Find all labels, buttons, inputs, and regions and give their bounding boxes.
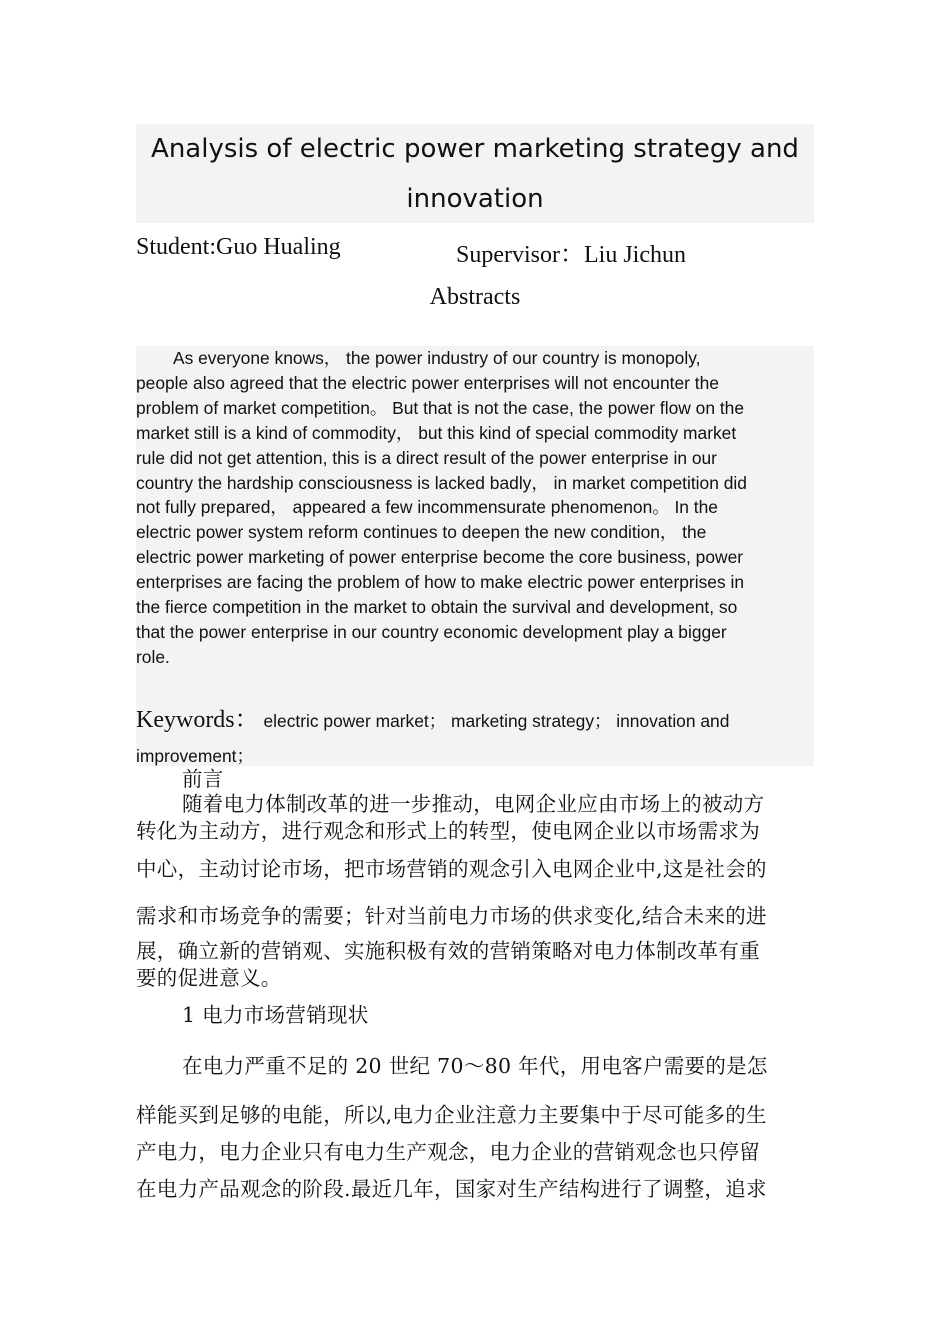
keywords: [136, 702, 814, 773]
abstract-line: As everyone knows， the power industry of our country is monopoly,: [173, 348, 701, 368]
abstract-line: role.: [136, 646, 170, 667]
title-line-1: Analysis of electric power marketing strategy and: [151, 134, 799, 164]
abstract-line: rule did not get attention, this is a direct result of the power enterprise in our: [136, 447, 717, 468]
abstract-line: country the hardship consciousness is lacked badly， in market competition did: [136, 472, 747, 493]
abstract-line: problem of market competition。 But that is not the case, the power flow on the: [136, 397, 745, 418]
section-1-line: 样能买到足够的电能，所以,电力企业注意力主要集中于尽可能多的生: [136, 1103, 767, 1127]
abstract-block: [136, 346, 814, 766]
abstract-paragraph: [136, 346, 814, 670]
abstract-line: electric power system reform continues to deepen the new condition， the: [136, 522, 707, 543]
abstracts-heading: Abstracts: [429, 284, 521, 310]
section-1-line: 在电力产品观念的阶段.最近几年，国家对生产结构进行了调整，追求: [136, 1177, 767, 1201]
abstract-line: enterprises are facing the problem of how to make electric power enterprises in: [136, 572, 745, 593]
section-1-line: 在电力严重不足的 20 世纪 70～80 年代，用电客户需要的是怎: [182, 1054, 768, 1078]
preface-line: 需求和市场竞争的需要；针对当前电力市场的供求变化,结合未来的进: [136, 904, 767, 928]
preface-line: 要的促进意义。: [136, 966, 282, 990]
abstract-line: not fully prepared， appeared a few incommensurate phenomenon。 In the: [136, 497, 718, 518]
title-line-2: innovation: [406, 184, 544, 214]
student-name: Student:Guo Hualing: [136, 234, 341, 260]
preface-line: 中心，主动讨论市场，把市场营销的观念引入电网企业中,这是社会的: [136, 857, 767, 881]
preface-line: 转化为主动方，进行观念和形式上的转型，使电网企业以市场需求为: [136, 819, 760, 843]
section-1-heading: 1 电力市场营销现状: [182, 1003, 369, 1027]
abstract-line: people also agreed that the electric power enterprises will not encounter the: [136, 372, 719, 393]
title-block: [136, 124, 814, 223]
preface-heading: 前言: [182, 767, 224, 791]
preface-line: 随着电力体制改革的进一步推动，电网企业应由市场上的被动方: [182, 792, 765, 816]
abstract-line: electric power marketing of power enterprise become the core business, power: [136, 547, 744, 568]
abstract-line: that the power enterprise in our country economic development play a bigger: [136, 621, 727, 642]
supervisor-name: Supervisor：Liu Jichun: [456, 242, 686, 268]
preface-paragraph: [136, 791, 814, 992]
keywords-list: electric power market； marketing strategy； innovation and: [258, 711, 730, 731]
document-title: [136, 124, 814, 224]
preface-line: 展，确立新的营销观、实施积极有效的营销策略对电力体制改革有重: [136, 939, 760, 963]
keywords-list-continued: improvement；: [136, 746, 254, 766]
section-1-line: 产电力，电力企业只有电力生产观念，电力企业的营销观念也只停留: [136, 1140, 760, 1164]
abstract-line: market still is a kind of commodity， but this kind of special commodity market: [136, 422, 737, 443]
keywords-label: Keywords：: [136, 707, 259, 733]
section-1-paragraph: [136, 1049, 814, 1204]
abstract-line: the fierce competition in the market to obtain the survival and development, so: [136, 597, 738, 618]
